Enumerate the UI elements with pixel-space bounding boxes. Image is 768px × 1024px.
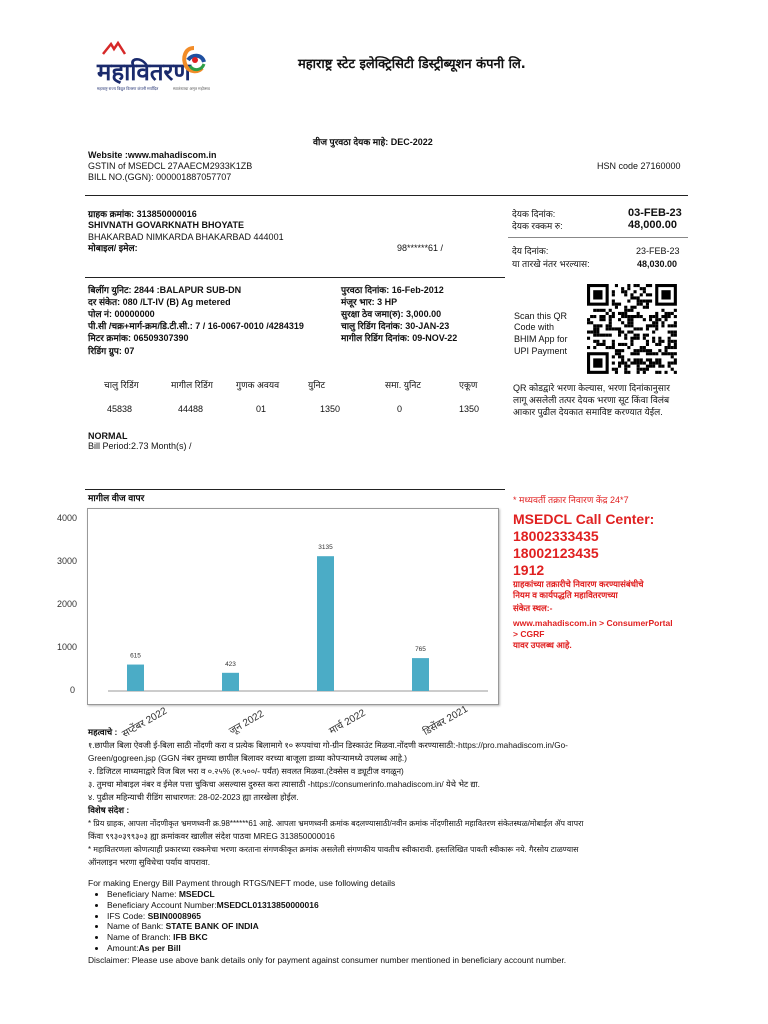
special-line: * प्रिय ग्राहक, आपला नोंदणीकृत भ्रमणध्वनी क्र.98******61 आहे. आपला भ्रमणध्वनी क्रमांक बदलण्यासाठी/नवीन क्रमांक नोंदणीसाठी महावितरण संकेतस्थळ/मोबाईल ॲप वापरा: [88, 819, 584, 828]
billing-unit: बिलींग युनिट: 2844 :BALAPUR SUB-DN: [88, 285, 242, 295]
reading-header-units: युनिट: [308, 380, 326, 390]
x-tick-label: जून 2022: [227, 708, 266, 738]
special-line: ऑनलाइन भरणा सुविधेचा पर्याय वापरावा.: [88, 858, 210, 867]
supply-date: पुरवठा दिनांक: 16-Feb-2012: [341, 285, 444, 295]
after-due-amount: 48,030.00: [637, 259, 678, 269]
consumption-chart: [87, 508, 499, 705]
divider: [85, 489, 505, 490]
qr-note-2: लागू असलेली तत्पर देयक भरणा सूट किंवा विलंब: [513, 395, 670, 405]
emblem-caption: स्वातंत्र्याचा अमृत महोत्सव: [173, 86, 210, 91]
payment-item: [107, 943, 319, 954]
helpline-number[interactable]: 18002123435: [513, 545, 599, 561]
logo-tagline: महाराष्ट्र राज्य विद्युत वितरण कंपनी मर्यादित: [97, 86, 159, 91]
website: Website :www.mahadiscom.in: [88, 150, 217, 160]
consumer-number: 313850000016: [136, 209, 197, 219]
payment-item-value: SBIN0008965: [147, 910, 202, 921]
y-tick-label: 1000: [57, 642, 78, 652]
company-name: महाराष्ट्र स्टेट इलेक्ट्रिसिटी डिस्ट्रीब्यूशन कंपनी लि.: [298, 57, 526, 72]
available-text: यावर उपलब्ध आहे.: [513, 640, 572, 650]
y-tick-label: 0: [70, 685, 76, 695]
bill-month: वीज पुरवठा देयक माहे: DEC-2022: [313, 137, 433, 147]
x-tick-label: डिसेंबर 2021: [421, 703, 470, 739]
site-label: संकेत स्थल:-: [513, 603, 553, 613]
disclaimer: Disclaimer: Please use above bank details only for payment against consumer number mentioned in beneficiary account number.: [88, 955, 567, 965]
pc-cycle: पी.सी /चक्र+मार्ग-क्रम/डि.टी.सी.: 7 / 16-0067-0010 /4284319: [88, 321, 304, 331]
mobile-label: मोबाइल/ इमेल:: [88, 243, 138, 253]
current-reading-date: चालु रिडिंग दिनांक: 30-JAN-23: [341, 321, 450, 331]
logo-text: महावितरण: [97, 58, 191, 86]
special-line: किंवा ९९३०३९९३०३ ह्या क्रमांकवर खालील संदेश पाठवा MREG 313850000016: [88, 832, 335, 841]
reading-header-mf: गुणक अवयव: [236, 380, 280, 390]
previous-reading-date: मागील रिडिंग दिनांक: 09-NOV-22: [341, 333, 458, 343]
sanctioned-load: मंजूर भार: 3 HP: [341, 297, 398, 307]
important-line: ३. तुमचा मोबाइल नंबर व ईमेल पत्ता चुकिचा असल्यास दुरुस्त करा त्यासाठी -https://consumerinfo.mahadiscom.in/ येथे भेट द्या.: [88, 780, 480, 789]
data-label: 3135: [318, 544, 333, 552]
meter-number: मिटर क्रमांक: 06509307390: [88, 333, 189, 343]
reading-mf: 01: [256, 404, 267, 414]
tariff: दर संकेत: 080 /LT-IV (B) Ag metered: [88, 297, 231, 307]
special-line: * महावितरणला कोणत्याही प्रकारच्या रक्कमेचा भरणा करताना संगणकीकृत क्रमांक असलेली संगणकीय पावतीच स्वीकारावी. हस्तलिखित पावती स्वीकारू नये. गैरसोय टाळण्यास: [88, 845, 579, 854]
bar: [127, 665, 144, 691]
status: NORMAL: [88, 431, 128, 441]
payment-item-label: Name of Branch:: [107, 932, 174, 943]
gstin: GSTIN of MSEDCL 27AAECM2933K1ZB: [88, 161, 253, 171]
consumption-title: मागील वीज वापर: [88, 493, 145, 503]
qr-scan-text-2: Code with: [514, 322, 555, 332]
payment-list: [97, 889, 319, 954]
helpline-number[interactable]: 1912: [513, 562, 545, 578]
payment-intro: For making Energy Bill Payment through RTGS/NEFT mode, use following details: [88, 878, 396, 888]
reading-header-total: एकूण: [459, 380, 478, 390]
helpline-number[interactable]: 18002333435: [513, 528, 599, 544]
payment-item-label: Beneficiary Name:: [107, 889, 179, 899]
hsn-code: HSN code 27160000: [597, 161, 681, 171]
pole-number: पोल नं: 00000000: [88, 309, 155, 319]
payment-item-value: MSEDCL: [178, 889, 215, 899]
important-line: १.छापील बिला ऐवजी ई-बिला साठी नोंदणी करा व प्रत्येक बिलामागे १० रूपयांचा गो-ग्रीन डिस्काउंट मिळवा.नोंदणी करण्यासाठी:-https://pro.mahadiscom.in/Go-: [88, 741, 568, 750]
reading-header-current: चालु रिडिंग: [104, 380, 139, 390]
emblem-icon: [178, 44, 210, 86]
reading-previous: 44488: [178, 404, 204, 414]
payment-item-label: Beneficiary Account Number:: [107, 899, 217, 910]
due-date: 23-FEB-23: [636, 246, 680, 256]
bill-number: BILL NO.(GGN): 000001887057707: [88, 172, 232, 182]
divider: [85, 195, 688, 196]
reading-total: 1350: [459, 404, 480, 414]
bill-amount-label: देयक रक्कम रु:: [512, 221, 563, 231]
bill-period: Bill Period:2.73 Month(s) /: [88, 441, 192, 451]
qr-note-1: QR कोडद्वारे भरणा केल्यास, भरणा दिनांकानुसार: [513, 383, 670, 393]
reading-group: रिडिंग ग्रुप: 07: [88, 346, 135, 356]
data-label: 615: [130, 652, 141, 660]
security-deposit: सुरक्षा ठेव जमा(रु): 3,000.00: [341, 309, 442, 319]
reading-adj: 0: [397, 404, 403, 414]
important-line: २. डिजिटल माध्यमाद्वारे विज बिल भरा व ०.२५% (रु.५००/- पर्यंत) सवलत मिळवा.(टेक्सेस व ड्यूटीज वगळून): [88, 767, 404, 776]
qr-note-3: आकार पुढील देयकात समाविष्ट करण्यात येईल.: [513, 407, 663, 417]
bar: [222, 673, 239, 691]
payment-item: [107, 900, 319, 911]
y-tick-label: 3000: [57, 556, 78, 566]
payment-item: [107, 932, 319, 943]
divider: [508, 237, 688, 238]
portal-link-cgrf[interactable]: > CGRF: [513, 629, 545, 639]
qr-code[interactable]: [587, 284, 683, 374]
payment-item-value: MSEDCL01313850000016: [216, 899, 319, 910]
reading-current: 45838: [107, 404, 133, 414]
chart-canvas: [88, 509, 500, 706]
divider: [85, 277, 505, 278]
cgrf-rules-2: नियम व कार्यपद्धति महावितरणच्या: [513, 590, 618, 600]
bar: [317, 556, 334, 691]
important-line: ४. पुढील महिन्याची रीडिंग साधारणत: 28-02-2023 ह्या तारखेला होईल.: [88, 793, 299, 802]
call-center-label: MSEDCL Call Center:: [513, 511, 655, 527]
y-tick-label: 4000: [57, 513, 78, 523]
consumer-number-label: ग्राहक क्रमांक:: [88, 209, 135, 219]
special-heading: विशेष संदेश :: [88, 805, 130, 815]
x-tick-label: मार्च 2022: [327, 707, 368, 738]
data-label: 765: [415, 646, 426, 654]
data-label: 423: [225, 660, 236, 668]
payment-item-value: As per Bill: [138, 942, 181, 953]
important-line: Green/gogreen.jsp (GGN नंबर तुमच्या छापील बिलावर वरच्या बाजूला डाव्या कोपऱ्यामध्ये उपलब्ध आहे.): [88, 754, 407, 763]
payment-item-label: Name of Bank:: [107, 921, 166, 932]
helpline-heading: * मध्यवर्ती तक्रार निवारण केंद्र 24*7: [513, 495, 629, 505]
portal-link[interactable]: www.mahadiscom.in > ConsumerPortal: [513, 618, 673, 628]
cgrf-rules-1: ग्राहकांच्या तक्रारीचे निवारण करण्यासंबंधीचे: [513, 579, 644, 589]
important-heading: महत्वाचे :: [88, 727, 118, 737]
x-tick-label: सप्टेंबर 2022: [120, 705, 170, 741]
due-date-label: देय दिनांक:: [512, 246, 549, 256]
qr-scan-text-1: Scan this QR: [514, 311, 568, 321]
payment-item-value: STATE BANK OF INDIA: [165, 921, 259, 932]
reading-header-previous: मागील रिडिंग: [171, 380, 213, 390]
payment-item-label: IFS Code:: [107, 910, 148, 921]
consumer-address: BHAKARBAD NIMKARDA BHAKARBAD 444001: [88, 232, 284, 242]
consumer-number-row: [88, 209, 197, 220]
bill-amount: 48,000.00: [628, 219, 677, 231]
payment-item: [107, 921, 319, 932]
reading-header-adj: समा. युनिट: [385, 380, 421, 390]
payment-item-value: IFB BKC: [173, 932, 208, 943]
mobile-value: 98******61 /: [397, 243, 444, 253]
bar: [412, 658, 429, 691]
payment-item: [107, 889, 319, 900]
payment-item-label: Amount:: [107, 942, 139, 953]
reading-units: 1350: [320, 404, 341, 414]
qr-scan-text-4: UPI Payment: [514, 346, 568, 356]
payment-item: [107, 911, 319, 922]
consumer-name: SHIVNATH GOVARKNATH BHOYATE: [88, 220, 245, 230]
after-due-label: या तारखे नंतर भरल्यास:: [512, 259, 590, 269]
qr-scan-text-3: BHIM App for: [514, 334, 568, 344]
y-tick-label: 2000: [57, 599, 78, 609]
bill-date: 03-FEB-23: [628, 207, 682, 219]
bill-date-label: देयक दिनांक:: [512, 209, 556, 219]
